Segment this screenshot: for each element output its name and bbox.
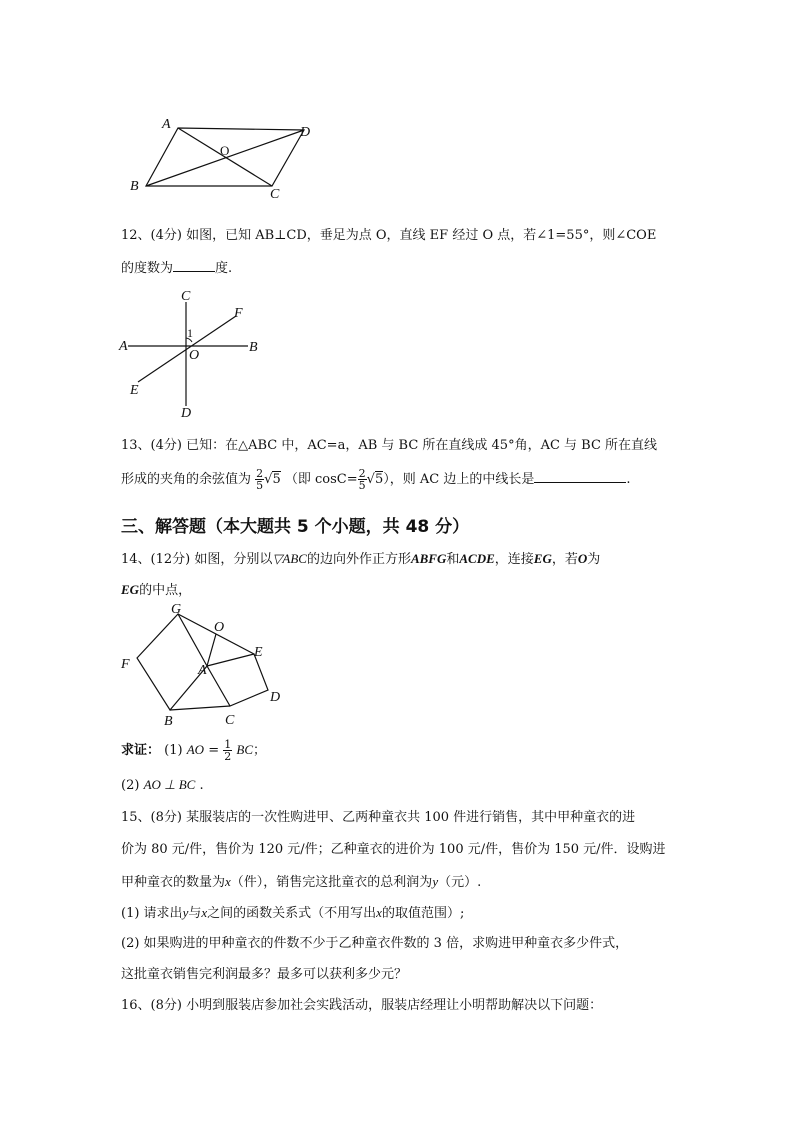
q16-line1: 16、(8分) 小明到服装店参加社会实践活动，服装店经理让小明帮助解决以下问题： bbox=[121, 998, 603, 1013]
q14-line1-c: ，连接 bbox=[494, 552, 534, 567]
q15-line2: 价为 80 元/件，售价为 120 元/件；乙种童衣的进价为 100 元/件，售价为 150 元/件．设购进 bbox=[121, 842, 666, 857]
label-F: F bbox=[121, 657, 130, 672]
proof-line2 bbox=[121, 775, 204, 796]
sqrt-value: 5 bbox=[272, 472, 281, 487]
proof-p1: (1) bbox=[164, 743, 183, 758]
half-num: 1 bbox=[224, 738, 232, 751]
q13-fraction bbox=[255, 468, 264, 491]
q15-y: y bbox=[432, 874, 439, 889]
perpendicular-figure bbox=[112, 286, 272, 422]
label-A: A bbox=[162, 117, 171, 132]
label-B: B bbox=[130, 179, 139, 194]
q14-square2: ACDE bbox=[459, 551, 495, 566]
q15-sub1-x2: x bbox=[376, 905, 382, 920]
frac-den-2: 5 bbox=[358, 479, 366, 492]
q15-line3-a: 甲种童衣的数量为 bbox=[121, 875, 226, 890]
q14-line1-e: 为 bbox=[587, 552, 601, 567]
q15-sub2: (2) 如果购进的甲种童衣的件数不少于乙种童衣件数的 3 倍，求购进甲种童衣多少件式， bbox=[121, 936, 629, 951]
proof-line1 bbox=[121, 736, 266, 765]
q13-line2 bbox=[121, 466, 630, 494]
proof-sep: ； bbox=[253, 743, 267, 758]
q13-answer-blank bbox=[534, 482, 626, 483]
q14-square1: ABFG bbox=[410, 551, 447, 566]
q12-line2-pre: 的度数为 bbox=[121, 261, 174, 276]
q12-line2 bbox=[121, 259, 232, 279]
label-F: F bbox=[234, 306, 243, 321]
label-C: C bbox=[270, 187, 280, 202]
q13-line2-end: . bbox=[626, 472, 631, 487]
label-B: B bbox=[164, 714, 173, 729]
q14-eg: EG bbox=[533, 551, 552, 566]
parallelogram-figure bbox=[120, 110, 330, 202]
q14-line1-b: 的边向外作正方形 bbox=[306, 552, 411, 567]
label-C: C bbox=[181, 289, 191, 304]
proof-label: 求证： bbox=[121, 743, 161, 758]
q14-eg2: EG bbox=[121, 582, 140, 597]
q15-line3 bbox=[121, 872, 481, 893]
q15-sub1-y: y bbox=[182, 905, 189, 920]
q14-and: 和 bbox=[446, 552, 460, 567]
label-E: E bbox=[130, 383, 139, 398]
label-G: G bbox=[171, 604, 182, 617]
frac-num-2: 2 bbox=[358, 467, 366, 480]
label-O: O bbox=[214, 620, 225, 635]
q14-line2 bbox=[121, 580, 191, 601]
q14-line1-a: 14、(12分) 如图，分别以 bbox=[121, 552, 273, 567]
label-O: O bbox=[189, 348, 200, 363]
q14-triangle: ▽ABC bbox=[272, 551, 307, 566]
proof-ao: AO bbox=[186, 742, 205, 757]
label-O: O bbox=[220, 143, 230, 158]
q15-sub1-c: 之间的函数关系式（不用写出 bbox=[207, 906, 377, 921]
q15-sub1-x: x bbox=[201, 905, 208, 920]
proof-p2: (2) bbox=[121, 778, 140, 793]
proof-end: . bbox=[199, 778, 204, 793]
frac-num: 2 bbox=[256, 467, 264, 480]
q12-line2-post: 度. bbox=[215, 261, 233, 276]
q15-line1: 15、(8分) 某服装店的一次性购进甲、乙两种童衣共 100 件进行销售，其中甲种童衣的进 bbox=[121, 810, 636, 825]
label-E: E bbox=[254, 645, 263, 660]
q15-sub1-b: 与 bbox=[188, 906, 202, 921]
squares-figure bbox=[112, 604, 292, 730]
half-fraction bbox=[223, 739, 232, 762]
q13-line1: 13、(4分) 已知：在△ABC 中，AC=a，AB 与 BC 所在直线成 45°角，AC 与 BC 所在直线 bbox=[121, 438, 658, 453]
q14-line1 bbox=[121, 549, 600, 570]
half-den: 2 bbox=[224, 750, 232, 763]
q15-x: x bbox=[225, 874, 231, 889]
label-D: D bbox=[270, 690, 281, 705]
label-C: C bbox=[225, 713, 235, 728]
q15-line3-c: （元）. bbox=[438, 875, 482, 890]
q12-line1: 12、(4分) 如图，已知 AB⊥CD，垂足为点 O，直线 EF 经过 O 点，若∠1=55°，则∠COE bbox=[121, 228, 657, 243]
label-D: D bbox=[181, 406, 192, 421]
label-1: 1 bbox=[187, 326, 193, 340]
q15-line3-b: （件），销售完这批童衣的总利润为 bbox=[230, 875, 433, 890]
q15-sub1-a: (1) 请求出 bbox=[121, 906, 183, 921]
q15-sub1 bbox=[121, 903, 464, 924]
sqrt-symbol-2: √ bbox=[366, 472, 375, 487]
q12-answer-blank bbox=[173, 271, 215, 272]
q14-line2-b: 的中点， bbox=[139, 583, 192, 598]
q14-line1-d: ，若 bbox=[551, 552, 578, 567]
q15-sub1-d: 的取值范围）; bbox=[381, 906, 465, 921]
label-B: B bbox=[249, 340, 258, 355]
frac-den: 5 bbox=[256, 479, 264, 492]
proof-eq: = bbox=[208, 743, 220, 758]
proof-perp: AO ⊥ BC bbox=[143, 777, 196, 792]
q15-sub2b: 这批童衣销售完利润最多？最多可以获利多少元？ bbox=[121, 967, 408, 982]
q13-line2-b: （即 cosC= bbox=[284, 472, 358, 487]
q14-o: O bbox=[577, 551, 588, 566]
label-A: A bbox=[119, 339, 128, 354]
label-D: D bbox=[300, 125, 311, 140]
label-A: A bbox=[198, 663, 207, 678]
q13-line2-a: 形成的夹角的余弦值为 bbox=[121, 472, 252, 487]
section-heading: 三、解答题（本大题共 5 个小题，共 48 分） bbox=[121, 517, 470, 537]
q13-fraction-2 bbox=[358, 468, 367, 491]
q13-line2-c: ），则 AC 边上的中线长是 bbox=[383, 472, 535, 487]
sqrt-symbol: √ bbox=[264, 472, 273, 487]
proof-bc: BC bbox=[236, 742, 254, 757]
sqrt-value-2: 5 bbox=[374, 472, 384, 487]
